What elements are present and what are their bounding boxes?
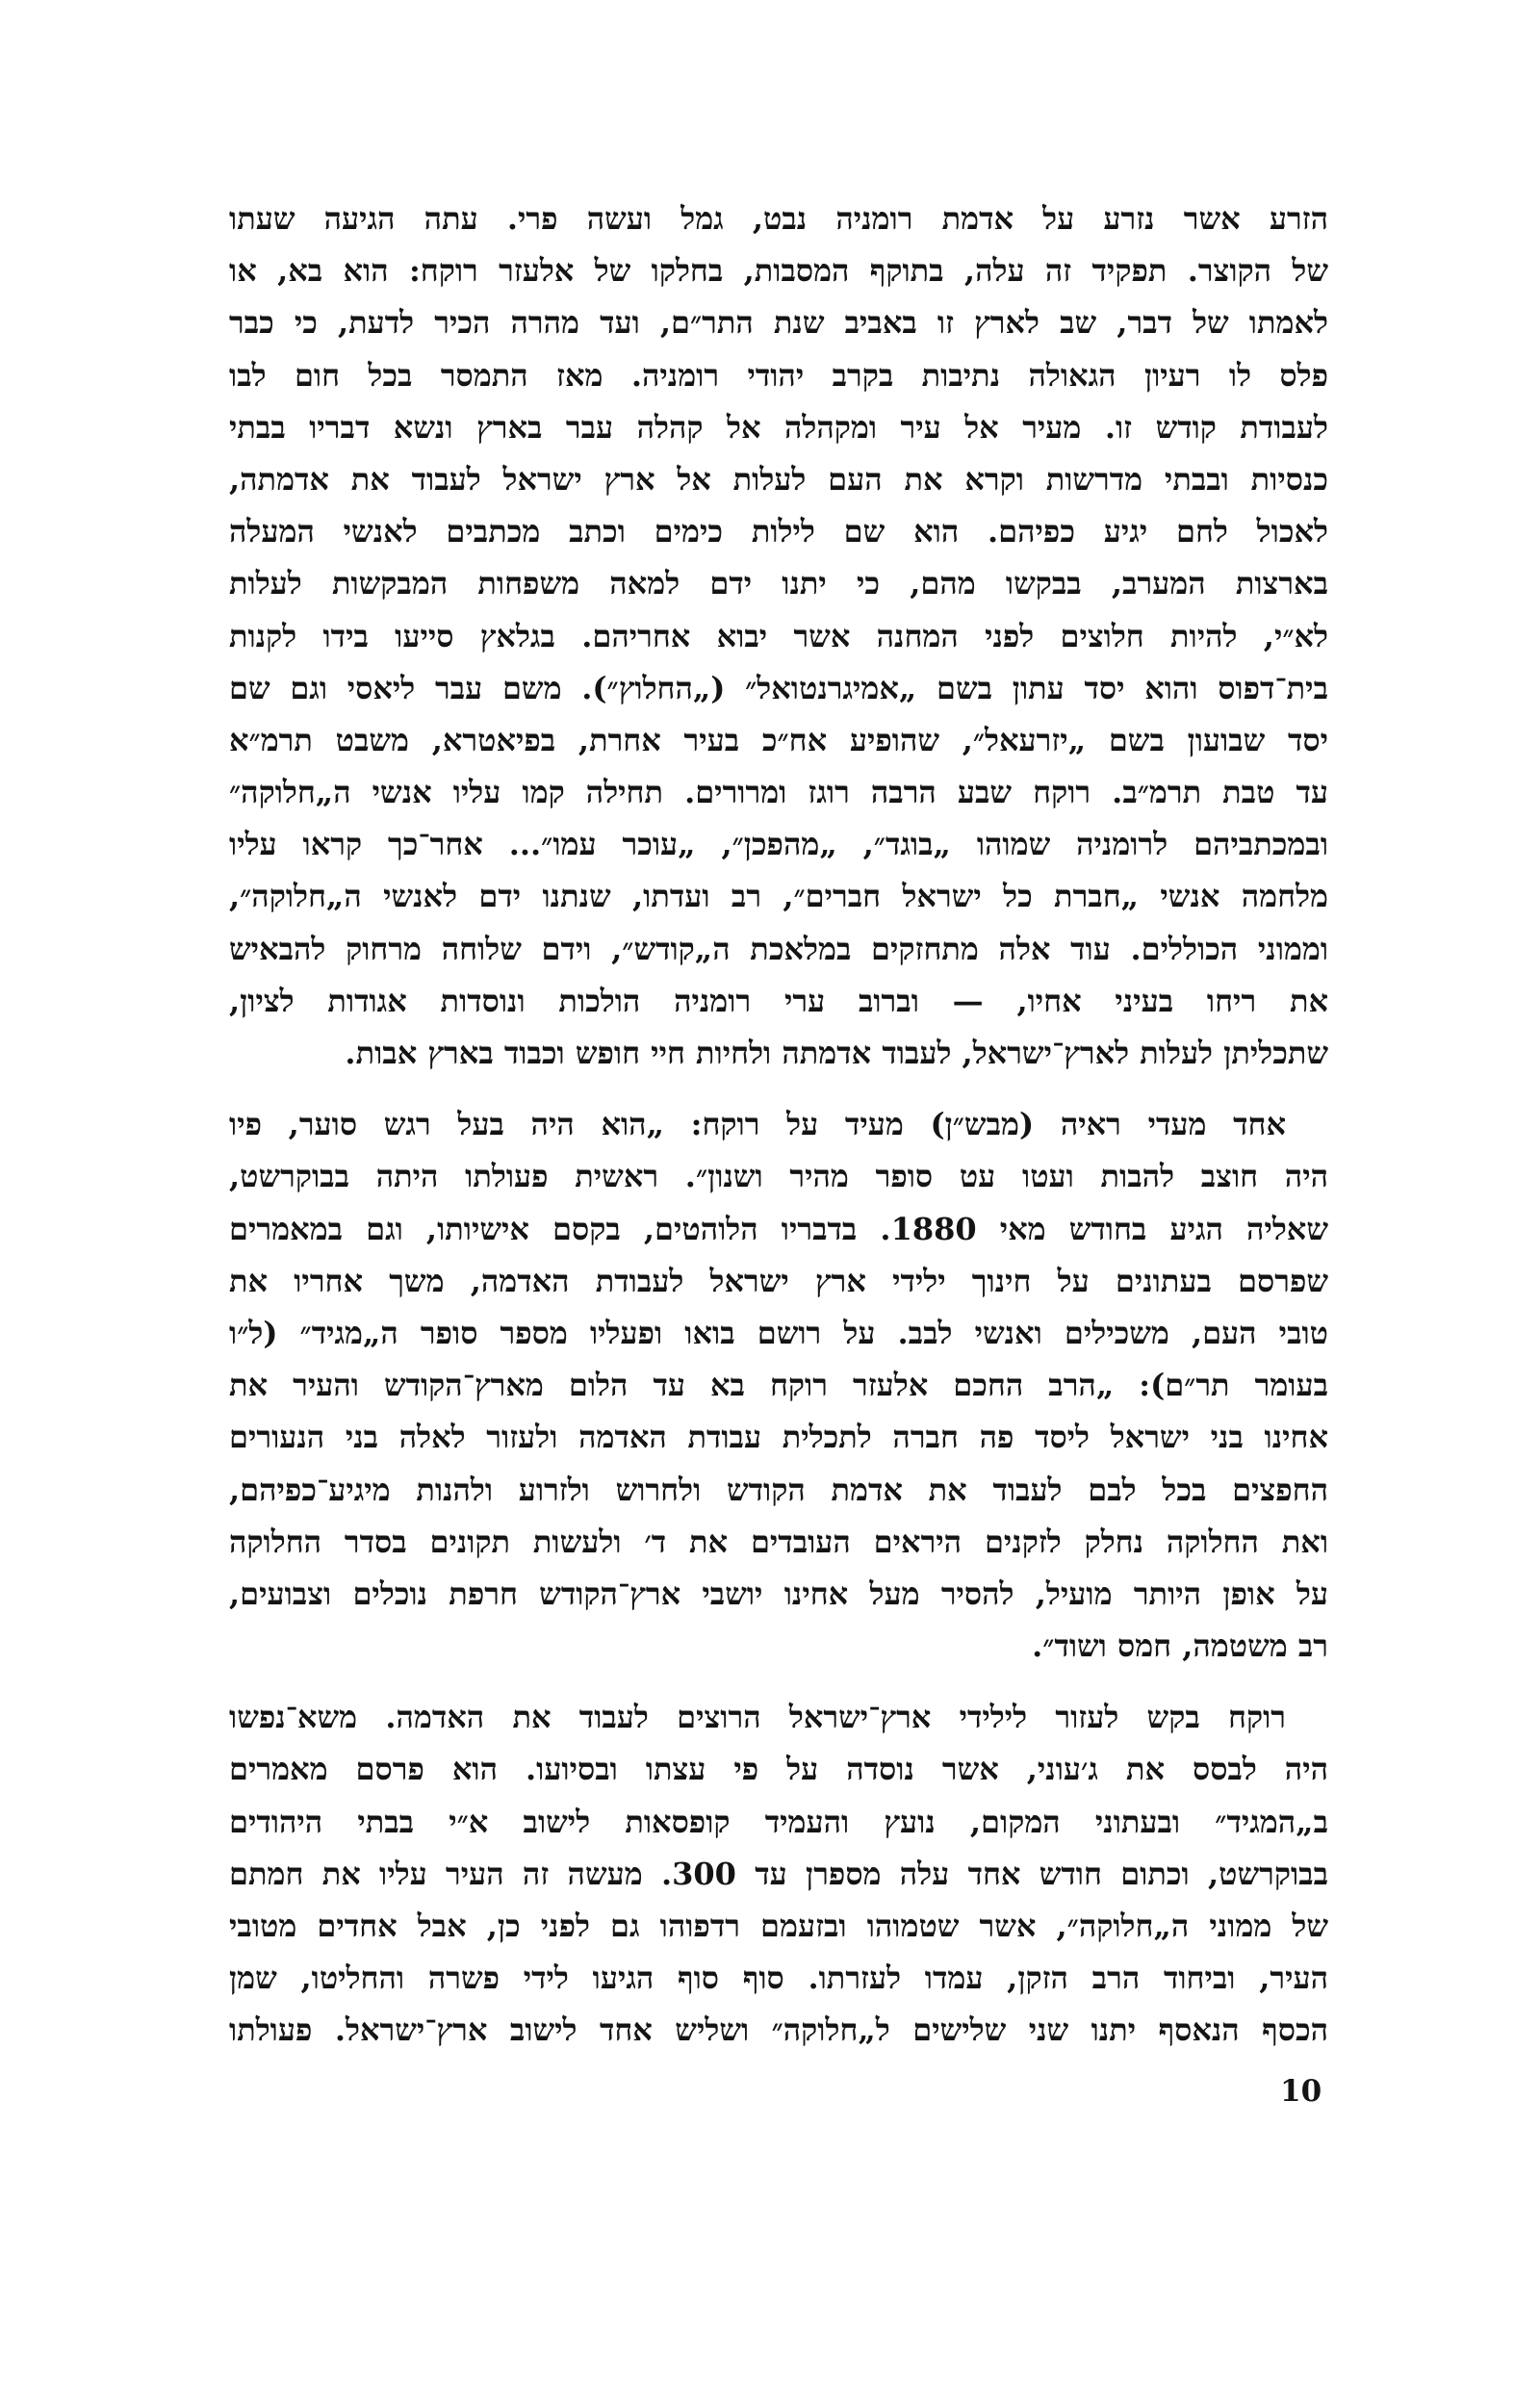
text-line: את ריחו בעיני אחיו, — וברוב ערי רומניה הולכות ונוסדות אגודות לציון,	[229, 982, 1328, 1019]
text-line: אחינו בני ישראל ליסד פה חברה לתכלית עבודת האדמה ולעזור לאלה בני הנעורים	[229, 1419, 1328, 1456]
text-line: מלחמה אנשי „חברת כל ישראל חברים״, רב ועדתו, שנתנו ידם לאנשי ה„חלוקה״,	[229, 878, 1328, 915]
text-line: שתכליתן לעלות לארץ־ישראל, לעבוד אדמתה ולחיות חיי חופש וכבוד בארץ אבות.	[345, 1035, 1328, 1071]
text-line: לאמתו של דבר, שב לארץ זו באביב שנת התר״ם, ועד מהרה הכיר לדעת, כי כבר	[229, 304, 1328, 342]
text-line: פלס לו רעיון הגאולה נתיבות בקרב יהודי רומניה. מאז התמסר בכל חום לבו	[229, 356, 1328, 394]
text-line: הזרע אשר נזרע על אדמת רומניה נבט, גמל ועשה פרי. עתה הגיעה שעתו	[229, 200, 1328, 237]
text-line: בעומר תר״ם): „הרב החכם אלעזר רוקח בא עד הלום מארץ־הקודש והעיר את	[229, 1367, 1328, 1404]
text-line: החפצים בכל לבם לעבוד את אדמת הקודש ולחרוש ולזרוע ולהנות מיגיע־כפיהם,	[229, 1471, 1328, 1508]
text-line: בית־דפוס והוא יסד עתון בשם „אמיגרנטואל״ („החלוץ״). משם עבר ליאסי וגם שם	[229, 669, 1328, 706]
text-line: ב„המגיד״ ובעתוני המקום, נועץ והעמיד קופסאות לישוב א״י בבתי היהודים	[229, 1803, 1328, 1840]
text-line: יסד שבועון בשם „יזרעאל״, שהופיע אח״כ בעיר אחרת, בפיאטרא, משבט תרמ״א	[229, 721, 1328, 758]
text-line: הכסף הנאסף יתנו שני שלישים ל„חלוקה״ ושליש אחד לישוב ארץ־ישראל. פעולתו	[229, 2011, 1328, 2049]
paragraph-gap	[229, 1672, 1328, 1691]
text-line: אחד מעדי ראיה (מבש״ן) מעיד על רוקח: „הוא היה בעל רגש סוער, פיו	[229, 1106, 1286, 1143]
text-line: וממוני הכוללים. עוד אלה מתחזקים במלאכת ה„קודש״, וידם שלוחה מרחוק להבאיש	[229, 930, 1328, 967]
text-line: בבוקרשט, וכתום חודש אחד עלה מספרן עד 300. מעשה זה העיר עליו את חמתם	[229, 1855, 1328, 1892]
text-line: רוקח בקש לעזור לילידי ארץ־ישראל הרוצים לעבוד את האדמה. משא־נפשו	[229, 1699, 1286, 1736]
text-line: היה חוצב להבות ועטו עט סופר מהיר ושנון״. ראשית פעולתו היתה בבוקרשט,	[229, 1158, 1328, 1195]
paragraph	[229, 1691, 1328, 2056]
text-line: בארצות המערב, בבקשו מהם, כי יתנו ידם למאה משפחות המבקשות לעלות	[229, 565, 1328, 602]
text-line: ובמכתביהם לרומניה שמוהו „בוגד״, „מהפכן״, „עוכר עמו״... אחר־כך קראו עליו	[229, 826, 1328, 863]
paragraph-gap	[229, 1079, 1328, 1098]
page-number: 10	[1280, 2074, 1322, 2109]
text-line: לאכול לחם יגיע כפיהם. הוא שם לילות כימים וכתב מכתבים לאנשי המעלה	[229, 513, 1328, 551]
paragraph	[229, 192, 1328, 1079]
text-line: על אופן היותר מועיל, להסיר מעל אחינו יושבי ארץ־הקודש חרפת נוכלים וצבועים,	[229, 1575, 1328, 1612]
text-line: עד טבת תרמ״ב. רוקח שבע הרבה רוגז ומרורים. תחילה קמו עליו אנשי ה„חלוקה״	[229, 774, 1328, 811]
text-line: היה לבסס את ג׳עוני, אשר נוסדה על פי עצתו ובסיועו. הוא פרסם מאמרים	[229, 1751, 1328, 1788]
text-line: לעבודת קודש זו. מעיר אל עיר ומקהלה אל קהלה עבר בארץ ונשא דבריו בבתי	[229, 408, 1328, 446]
text-line: שאליה הגיע בחודש מאי 1880. בדבריו הלוהטים, בקסם אישיותו, וגם במאמרים	[229, 1210, 1328, 1247]
text-line: העיר, וביחוד הרב הזקן, עמדו לעזרתו. סוף סוף הגיעו לידי פשרה והחליטו, שמן	[229, 1960, 1328, 1997]
text-line: של הקוצר. תפקיד זה עלה, בתוקף המסבות, בחלקו של אלעזר רוקח: הוא בא, או	[229, 252, 1328, 290]
text-line: לא״י, להיות חלוצים לפני המחנה אשר יבוא אחריהם. בגלאץ סייעו בידו לקנות	[229, 617, 1328, 654]
text-line: רב משטמה, חמס ושוד״.	[1032, 1627, 1328, 1665]
text-line: טובי העם, משכילים ואנשי לבב. על רושם בואו ופעליו מספר סופר ה„מגיד״ (ל״ו	[229, 1314, 1328, 1351]
paragraph	[229, 1098, 1328, 1672]
text-line: כנסיות ובבתי מדרשות וקרא את העם לעלות אל ארץ ישראל לעבוד את אדמתה,	[229, 460, 1328, 498]
text-line: ואת החלוקה נחלק לזקנים היראים העובדים את ד׳ ולעשות תקונים בסדר החלוקה	[229, 1523, 1328, 1560]
body-text	[229, 192, 1328, 2057]
text-line: של ממוני ה„חלוקה״, אשר שטמוהו ובזעמם רדפוהו גם לפני כן, אבל אחדים מטובי	[229, 1908, 1328, 1944]
text-line: שפרסם בעתונים על חינוך ילידי ארץ ישראל לעבודת האדמה, משך אחריו את	[229, 1262, 1328, 1299]
